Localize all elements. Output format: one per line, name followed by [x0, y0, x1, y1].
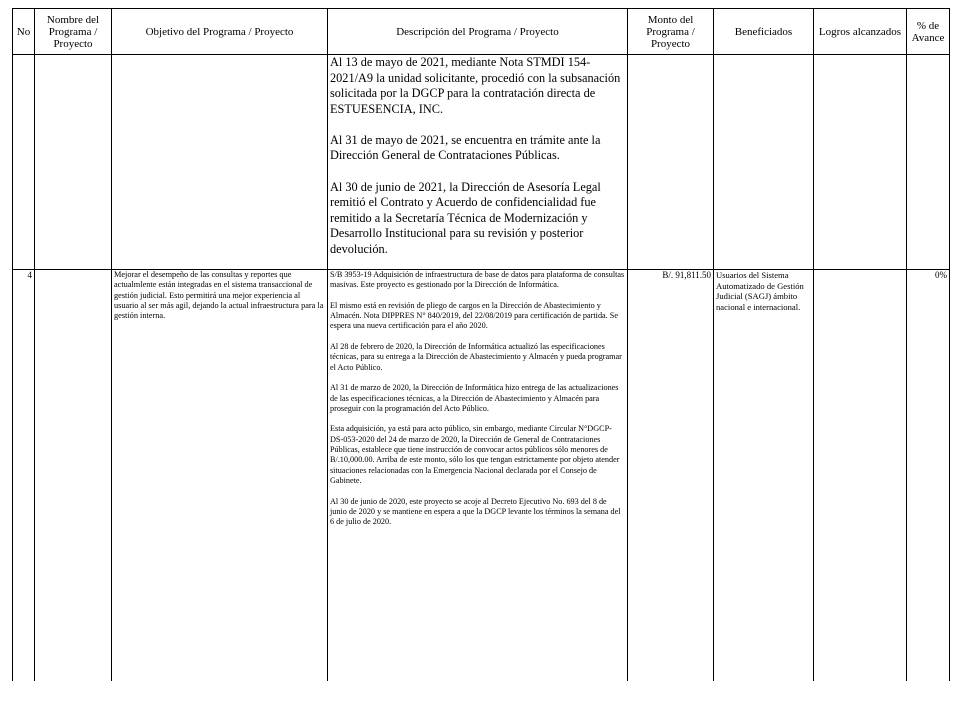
cell-nombre: [35, 270, 112, 681]
description-paragraph: Al 13 de mayo de 2021, mediante Nota STMDI 154-2021/A9 la unidad solicitante, procedió con la subsanación solicitada por la DGCP para la contratación directa de ESTUESENCIA, INC.: [330, 55, 621, 116]
cell-objetivo: Mejorar el desempeño de las consultas y reportes que actualmlente están integradas en el sistema transaccional de gestión judicial. Esto permitirá una mejor experiencia al usuario al ser más agil, dejando la actual infraestructura para la gestión interna.: [112, 270, 328, 681]
projects-table: [12, 8, 950, 681]
cell-descripcion: [328, 270, 628, 681]
description-paragraph: Al 31 de marzo de 2020, la Dirección de Informática hizo entrega de las actualizaciones de las especificaciones técnicas, a la Dirección de Abastecimiento y Almacén para proseguir con la programación del Acto Público.: [330, 383, 619, 413]
cell-beneficiados: Usuarios del Sistema Automatizado de Gestión Judicial (SAGJ) ámbito nacional e internacional.: [714, 270, 814, 681]
header-row: [13, 9, 950, 55]
header-nombre: Nombre del Programa / Proyecto: [35, 9, 112, 55]
cell-beneficiados: [714, 55, 814, 270]
cell-avance: 0%: [907, 270, 950, 681]
cell-objetivo: [112, 55, 328, 270]
cell-descripcion: [328, 55, 628, 270]
description-paragraph: S/B 3953-19 Adquisición de infraestructura de base de datos para plataforma de consultas masivas. Este proyecto es gestionado por la Dirección de Informática.: [330, 270, 625, 290]
cell-logros: [814, 270, 907, 681]
header-beneficiados: Beneficiados: [714, 9, 814, 55]
description-paragraph: Esta adquisición, ya está para acto público, sin embargo, mediante Circular N°DGCP-DS-053-2020 del 24 de marzo de 2020, la Dirección de General de Contrataciones Públicas, establece que tiene instrucción de convocar actos públicos sólo menores de B/.10,000.00. Arriba de este monto, sólo los que tengan estrictamente por objeto atender situaciones relacionadas con la Emergencia Nacional declarada por el Consejo de Gabinete.: [330, 424, 620, 485]
header-monto: Monto del Programa / Proyecto: [628, 9, 714, 55]
cell-avance: [907, 55, 950, 270]
description-paragraph: El mismo está en revisión de pliego de cargos en la Dirección de Abastecimiento y Almacén. Nota DIPPRES N° 840/2019, del 22/08/2019 para certificación de partida. Se espera una nueva certificación para el año 2020.: [330, 300, 618, 331]
header-objetivo: Objetivo del Programa / Proyecto: [112, 9, 328, 55]
description-paragraph: Al 30 de junio de 2020, este proyecto se acoje al Decreto Ejecutivo No. 693 del 8 de junio de 2020 y se mantiene en espera a que la DGCP levante los términos la semana del 6 de julio de 2020.: [330, 496, 621, 527]
cell-nombre: [35, 55, 112, 270]
description-paragraph: Al 30 de junio de 2021, la Dirección de Asesoría Legal remitió el Contrato y Acuerdo de confidencialidad fue remitido a la Secretaría Técnica de Modernización y Desarrollo Institucional para su revisión y posterior devolución.: [330, 179, 601, 256]
table-row-continued: [13, 55, 950, 270]
cell-no: [13, 55, 35, 270]
header-logros: Logros alcanzados: [814, 9, 907, 55]
description-paragraph: Al 31 de mayo de 2021, se encuentra en trámite ante la Dirección General de Contrataciones Públicas.: [330, 132, 601, 163]
table-row-4: [13, 270, 950, 681]
cell-no: 4: [13, 270, 35, 681]
cell-monto: B/. 91,811.50: [628, 270, 714, 681]
header-avance: % de Avance: [907, 9, 950, 55]
description-paragraph: Al 28 de febrero de 2020, la Dirección de Informática actualizó las especificaciones técnicas, para su entrega a la Dirección de Abastecimiento y Almacén y pueda programar el Acto Público.: [330, 342, 622, 372]
header-descripcion: Descripción del Programa / Proyecto: [328, 9, 628, 55]
header-no: No: [13, 9, 35, 55]
cell-monto: [628, 55, 714, 270]
cell-logros: [814, 55, 907, 270]
